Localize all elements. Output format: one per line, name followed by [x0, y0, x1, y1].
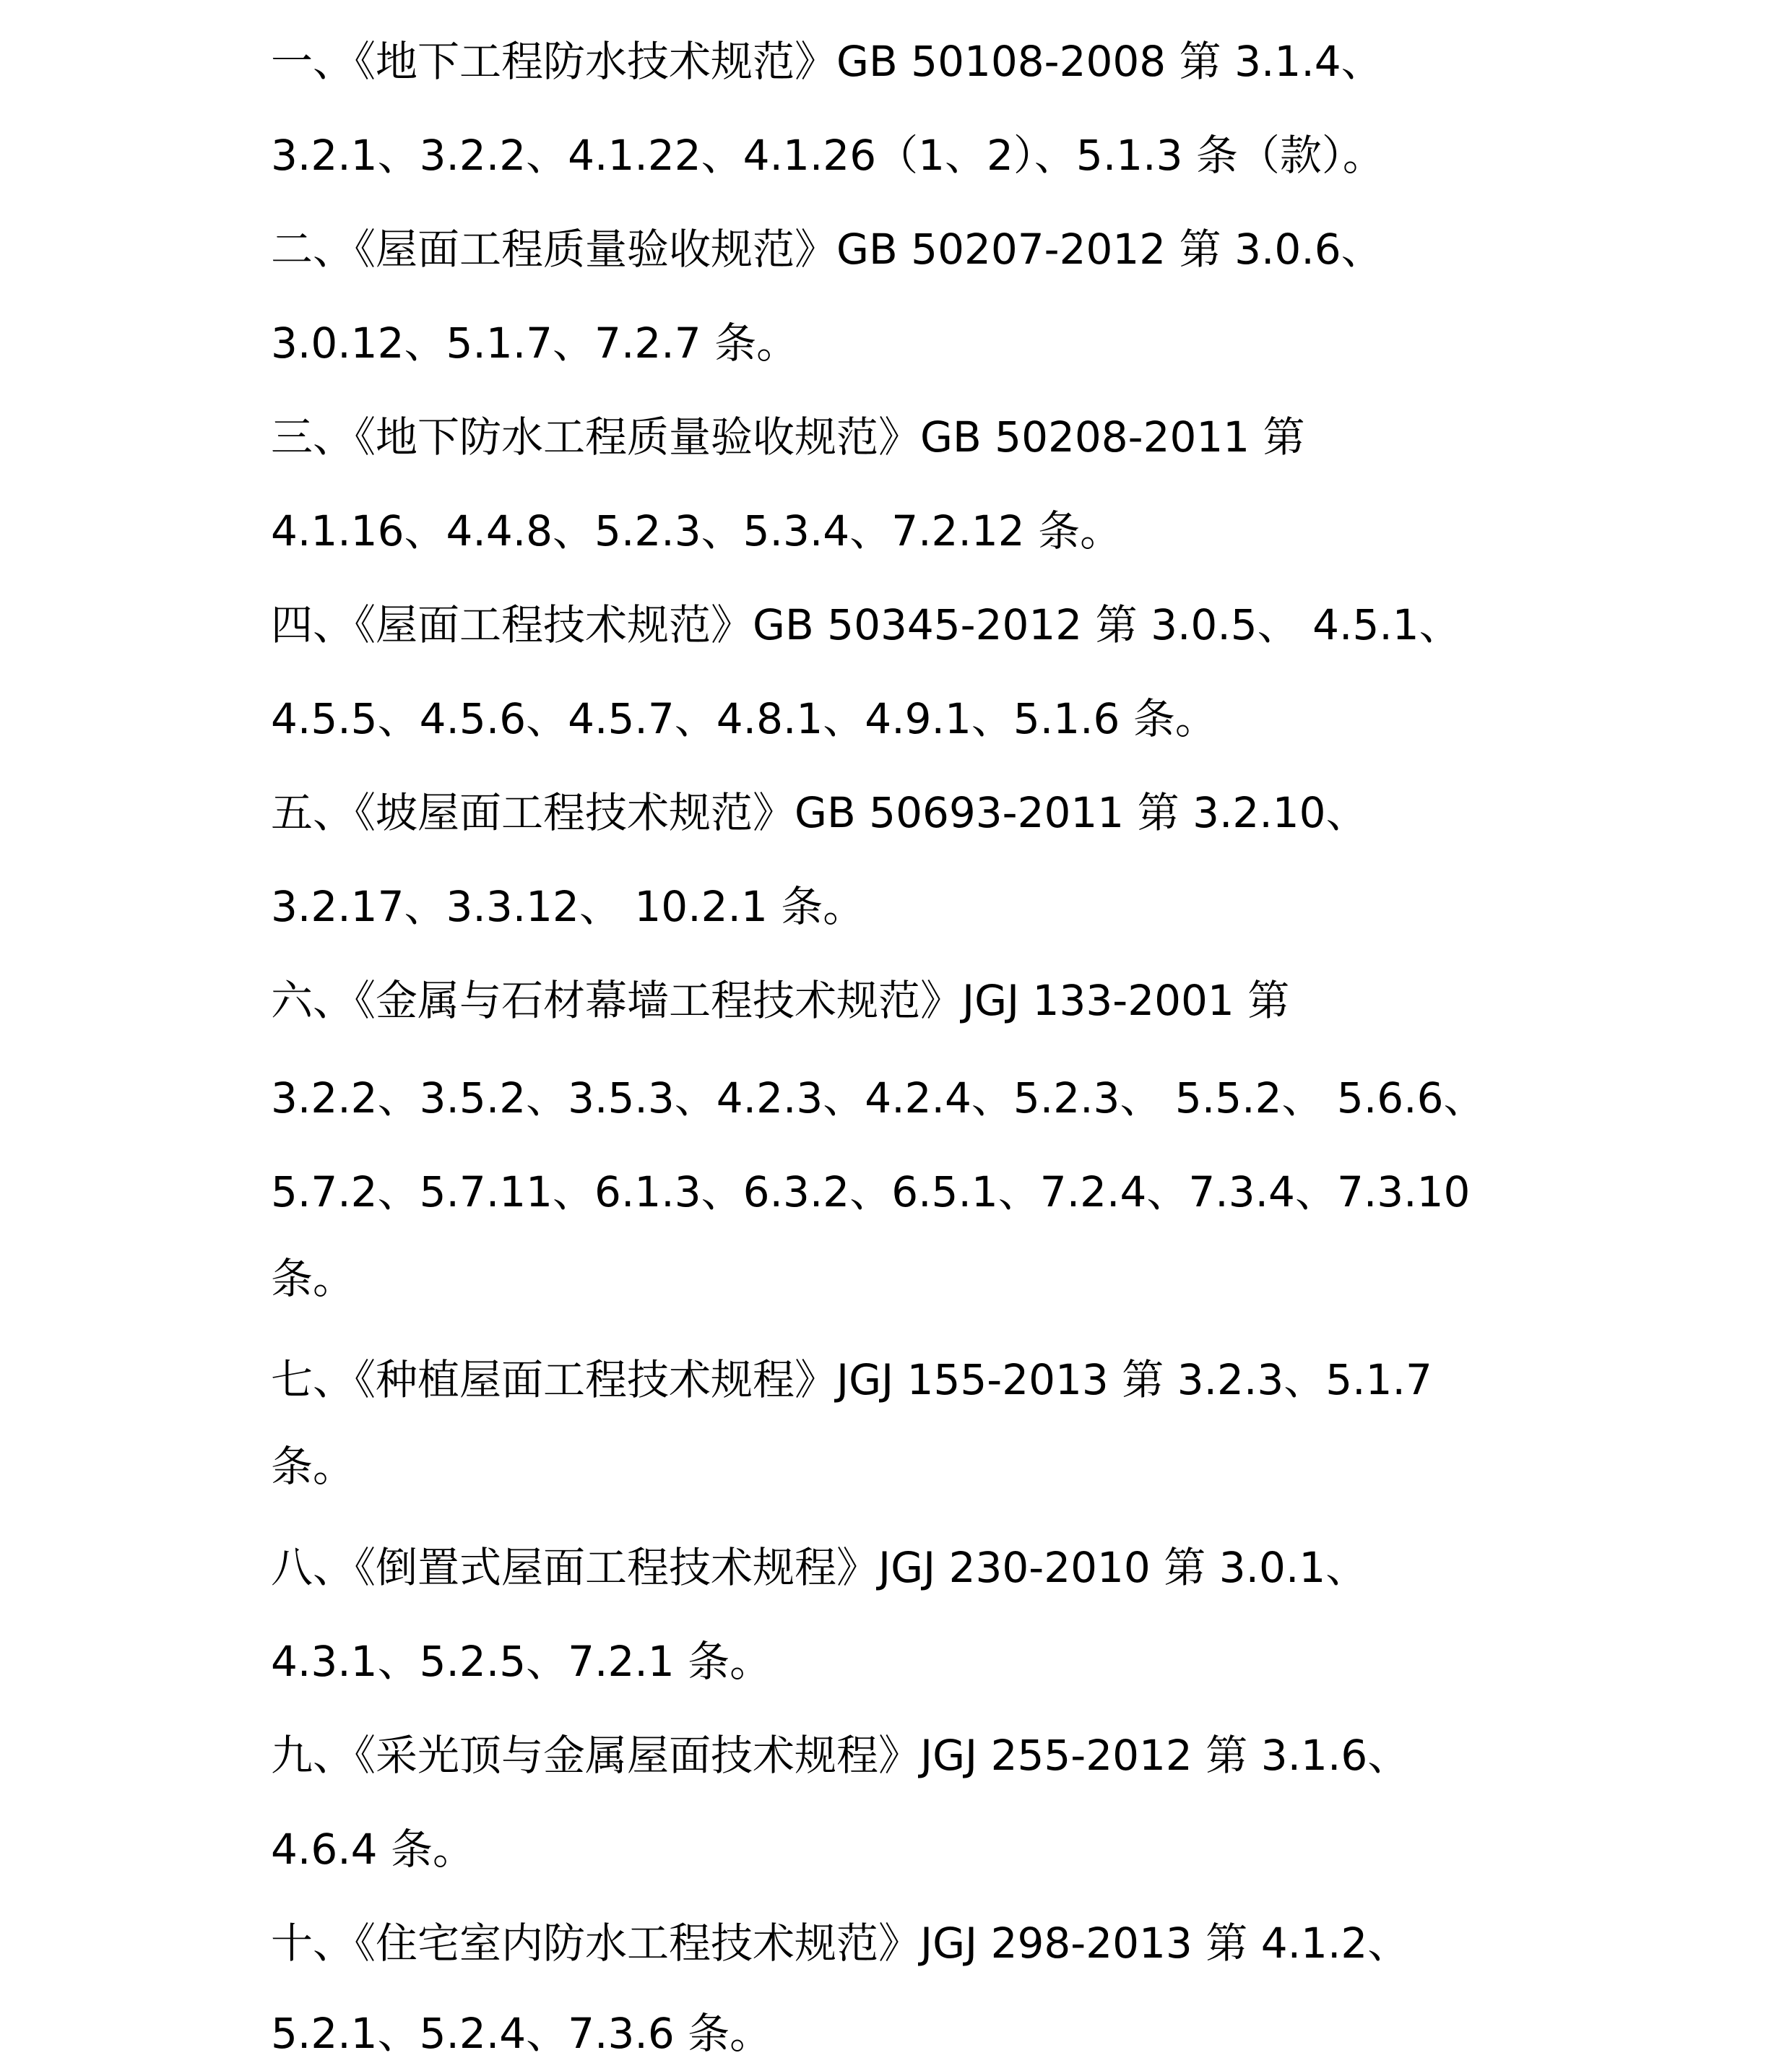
line-13-item-6-clauses: 5.7.2、5.7.11、6.1.3、6.3.2、6.5.1、7.2.4、7.3.4、7.3.10	[271, 1167, 1471, 1216]
line-10-item-5-clauses: 3.2.17、3.3.12、 10.2.1 条。	[271, 882, 865, 931]
line-4-item-2-clauses: 3.0.12、5.1.7、7.2.7 条。	[271, 319, 799, 368]
line-21-item-10-title: 十、《住宅室内防水工程技术规范》JGJ 298-2013 第 4.1.2、	[271, 1919, 1410, 1968]
line-1-item-1-title: 一、《地下工程防水技术规范》GB 50108-2008 第 3.1.4、	[271, 37, 1383, 86]
line-12-item-6-clauses: 3.2.2、3.5.2、3.5.3、4.2.3、4.2.4、5.2.3、 5.5.2、 5.6.6、	[271, 1073, 1486, 1123]
line-2-item-1-clauses: 3.2.1、3.2.2、4.1.22、4.1.26（1、2）、5.1.3 条（款）。	[271, 131, 1385, 180]
line-8-item-4-clauses: 4.5.5、4.5.6、4.5.7、4.8.1、4.9.1、5.1.6 条。	[271, 694, 1217, 743]
line-16-item-7-end: 条。	[271, 1442, 355, 1491]
line-5-item-3-title: 三、《地下防水工程质量验收规范》GB 50208-2011 第	[271, 412, 1305, 462]
line-3-item-2-title: 二、《屋面工程质量验收规范》GB 50207-2012 第 3.0.6、	[271, 225, 1383, 274]
line-14-item-6-end: 条。	[271, 1254, 355, 1303]
line-7-item-4-title: 四、《屋面工程技术规范》GB 50345-2012 第 3.0.5、 4.5.1、	[271, 600, 1461, 649]
line-19-item-9-title: 九、《采光顶与金属屋面技术规程》JGJ 255-2012 第 3.1.6、	[271, 1731, 1410, 1780]
line-9-item-5-title: 五、《坡屋面工程技术规范》GB 50693-2011 第 3.2.10、	[271, 788, 1368, 837]
line-18-item-8-clauses: 4.3.1、5.2.5、7.2.1 条。	[271, 1637, 772, 1686]
line-6-item-3-clauses: 4.1.16、4.4.8、5.2.3、5.3.4、7.2.12 条。	[271, 506, 1122, 555]
line-11-item-6-title: 六、《金属与石材幕墙工程技术规范》JGJ 133-2001 第	[271, 976, 1290, 1025]
line-22-item-10-clauses: 5.2.1、5.2.4、7.3.6 条。	[271, 2009, 772, 2058]
line-20-item-9-clauses: 4.6.4 条。	[271, 1825, 475, 1874]
line-15-item-7-title: 七、《种植屋面工程技术规程》JGJ 155-2013 第 3.2.3、5.1.7	[271, 1355, 1432, 1404]
line-17-item-8-title: 八、《倒置式屋面工程技术规程》JGJ 230-2010 第 3.0.1、	[271, 1543, 1368, 1592]
